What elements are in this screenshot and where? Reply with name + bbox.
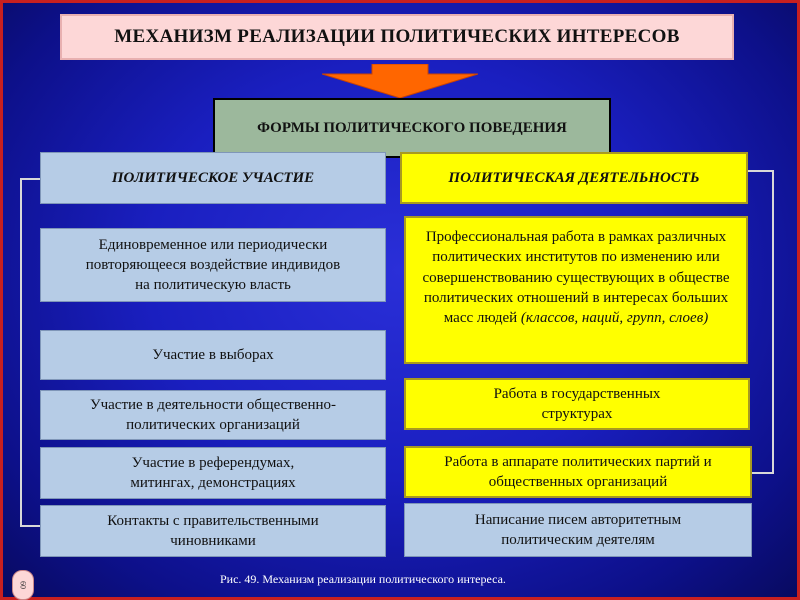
right-item-2: Работа в государственных структурах [404, 378, 750, 430]
left-item-5: Контакты с правительственными чиновниками [40, 505, 386, 557]
right-item-3: Работа в аппарате политических партий и общественных организаций [404, 446, 752, 498]
left-item-1: Единовременное или периодически повторяющееся воздействие индивидов на политическую власть [40, 228, 386, 302]
left-item-4: Участие в референдумах, митингах, демонстрациях [40, 447, 386, 499]
forms-box: ФОРМЫ ПОЛИТИЧЕСКОГО ПОВЕДЕНИЯ [213, 98, 611, 158]
page-number-badge [12, 570, 34, 600]
left-connector-bottom [20, 525, 40, 527]
right-item-1-text: Профессиональная работа в рамках различных политических институтов по изменению или совершенствованию существующих в обществе политических отношений в интересах больших масс людей [422, 229, 730, 326]
left-connector-vertical [20, 178, 22, 526]
left-item-3: Участие в деятельности общественно-политических организаций [40, 390, 386, 440]
right-column-header: ПОЛИТИЧЕСКАЯ ДЕЯТЕЛЬНОСТЬ [400, 152, 748, 204]
figure-caption: Рис. 49. Механизм реализации политического интереса. [220, 572, 506, 586]
right-item-1 [404, 216, 748, 364]
right-connector-top [748, 170, 774, 172]
right-item-4: Написание писем авторитетным политическим деятелям [404, 503, 752, 557]
left-item-2: Участие в выборах [40, 330, 386, 380]
page-number: 60 [18, 581, 28, 589]
right-item-1-emphasis: (классов, наций, групп, слоев) [520, 310, 709, 326]
down-arrow-icon [322, 64, 478, 98]
right-connector-vertical [772, 170, 774, 474]
diagram-title: МЕХАНИЗМ РЕАЛИЗАЦИИ ПОЛИТИЧЕСКИХ ИНТЕРЕСОВ [60, 14, 734, 60]
left-connector-top [20, 178, 40, 180]
right-connector-bottom [752, 472, 774, 474]
left-column-header: ПОЛИТИЧЕСКОЕ УЧАСТИЕ [40, 152, 386, 204]
